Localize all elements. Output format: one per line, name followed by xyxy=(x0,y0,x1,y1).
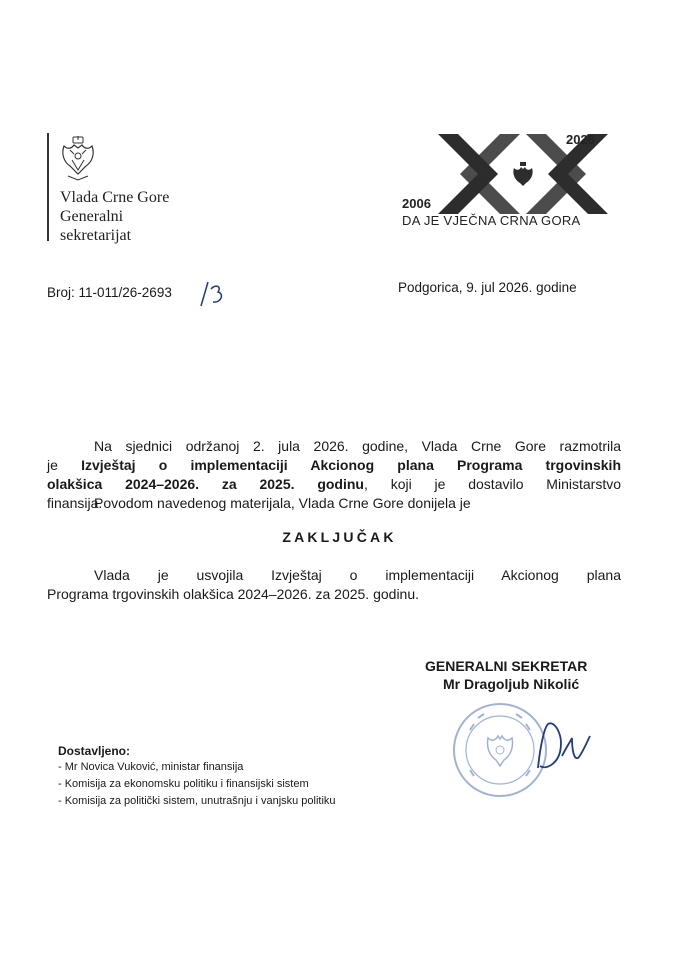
paragraph-line: olakšica 2024–2026. za 2025. godinu, koji je dostavilo Ministarstvo xyxy=(47,476,621,492)
decision-intro: Povodom navedenog materijala, Vlada Crne Gore donijela je xyxy=(94,495,471,511)
handwritten-signature xyxy=(530,718,600,778)
conclusion-heading: ZAKLJUČAK xyxy=(282,529,397,545)
government-line: Vlada Crne Gore xyxy=(60,189,170,206)
distribution-title: Dostavljeno: xyxy=(58,744,131,758)
report-title-bold: olakšica 2024–2026. za 2025. godinu xyxy=(47,476,364,492)
signatory-title: GENERALNI SEKRETAR xyxy=(425,658,588,674)
paragraph-line: finansija. xyxy=(47,495,103,511)
logo-year-end: 2026 xyxy=(566,132,595,147)
government-line: Generalni xyxy=(60,208,124,225)
small-coat-icon xyxy=(510,161,536,187)
distribution-item: - Komisija za ekonomsku politiku i finansijski sistem xyxy=(58,778,309,790)
government-name xyxy=(60,188,169,245)
distribution-item: - Komisija za politički sistem, unutrašnju i vanjsku politiku xyxy=(58,795,336,807)
distribution-list xyxy=(58,759,336,810)
paragraph-line: je Izvještaj o implementaciji Akcionog plana Programa trgovinskih xyxy=(47,457,621,473)
distribution-item: - Mr Novica Vuković, ministar finansija xyxy=(58,761,244,773)
conclusion-paragraph xyxy=(47,566,621,604)
signatory-name: Mr Dragoljub Nikolić xyxy=(443,676,580,692)
document-number: Broj: 11-011/26-2693 xyxy=(47,285,172,300)
coat-of-arms-icon xyxy=(60,136,96,182)
header-divider xyxy=(47,133,49,241)
paragraph-line: Programa trgovinskih olakšica 2024–2026. za 2025. godinu. xyxy=(47,586,420,602)
paragraph-line: Vlada je usvojila Izvještaj o implementaciji Akcionog plana xyxy=(94,567,621,583)
logo-year-start: 2006 xyxy=(402,196,431,211)
logo-motto: DA JE VJEČNA CRNA GORA xyxy=(402,213,581,228)
government-line: sekretarijat xyxy=(60,227,132,244)
report-title-bold: Izvještaj o implementaciji Akcionog plana Programa trgovinskih xyxy=(81,457,621,473)
paragraph-line: Na sjednici održanoj 2. jula 2026. godine, Vlada Crne Gore razmotrila xyxy=(94,438,621,454)
handwritten-number-suffix xyxy=(198,281,228,307)
place-and-date: Podgorica, 9. jul 2026. godine xyxy=(398,280,577,295)
